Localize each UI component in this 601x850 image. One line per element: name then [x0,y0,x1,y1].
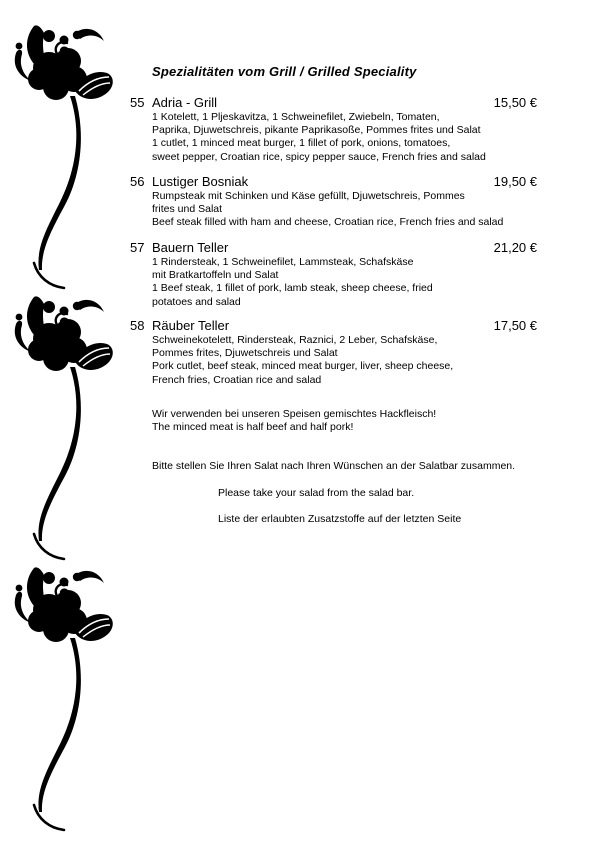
item-header [130,95,537,110]
description-line: Beef steak filled with ham and cheese, Croatian rice, French fries and salad [152,216,504,229]
item-description [152,256,537,309]
item-price: 19,50 € [493,174,537,189]
note-line-de: Wir verwenden bei unseren Speisen gemischtes Hackfleisch! [152,408,437,420]
item-header [130,174,537,189]
note-line-en: The minced meat is half beef and half pork! [152,421,354,434]
item-number: 57 [130,240,145,255]
description-line: French fries, Croatian rice and salad [152,373,322,386]
description-line: Paprika, Djuwetschreis, pikante Paprikasoße, Pommes frites und Salat [152,124,481,137]
description-line: sweet pepper, Croatian rice, spicy pepper sauce, French fries and salad [152,150,486,163]
item-description [152,111,537,164]
item-header [130,240,537,255]
item-price: 17,50 € [493,318,537,333]
description-line: Pork cutlet, beef steak, minced meat burger, liver, sheep cheese, [152,360,454,373]
item-header [130,318,537,333]
item-number: 55 [130,95,145,110]
item-price: 15,50 € [493,95,537,110]
description-line: 1 Beef steak, 1 fillet of pork, lamb steak, sheep cheese, fried [152,282,433,295]
note-additives: Liste der erlaubten Zusatzstoffe auf der letzten Seite [218,513,462,525]
note-minced-meat [152,408,436,434]
section-title: Spezialitäten vom Grill / Grilled Speciality [152,64,417,79]
description-line: potatoes and salad [152,295,241,308]
item-description [152,190,537,230]
description-line: 1 Rindersteak, 1 Schweinefilet, Lammsteak, Schafskäse [152,256,414,268]
flower-ornament-icon [15,296,113,559]
item-name: Räuber Teller [152,318,230,333]
menu-item-56 [130,174,537,230]
item-number: 58 [130,318,145,333]
flower-ornament-icon [15,567,113,830]
description-line: Pommes frites, Djuwetschreis und Salat [152,347,338,360]
flower-ornament-icon [15,25,113,288]
note-salad-bar-en: Please take your salad from the salad bar. [218,487,415,499]
description-line: Rumpsteak mit Schinken und Käse gefüllt, Djuwetschreis, Pommes [152,190,465,202]
description-line: Schweinekotelett, Rindersteak, Raznici, 2 Leber, Schafskäse, [152,334,438,346]
item-description [152,334,537,387]
description-line: 1 Kotelett, 1 Pljeskavitza, 1 Schweinefilet, Zwiebeln, Tomaten, [152,111,440,123]
description-line: frites und Salat [152,203,223,216]
item-name: Adria - Grill [152,95,218,110]
menu-item-58 [130,318,537,387]
note-salad-bar-de: Bitte stellen Sie Ihren Salat nach Ihren Wünschen an der Salatbar zusammen. [152,460,516,472]
item-price: 21,20 € [493,240,537,255]
description-line: mit Bratkartoffeln und Salat [152,269,279,282]
item-name: Lustiger Bosniak [152,174,249,189]
description-line: 1 cutlet, 1 minced meat burger, 1 fillet of pork, onions, tomatoes, [152,137,451,150]
menu-item-55 [130,95,537,164]
ornament-column [0,0,140,850]
item-number: 56 [130,174,145,189]
menu-item-57 [130,240,537,309]
item-name: Bauern Teller [152,240,229,255]
